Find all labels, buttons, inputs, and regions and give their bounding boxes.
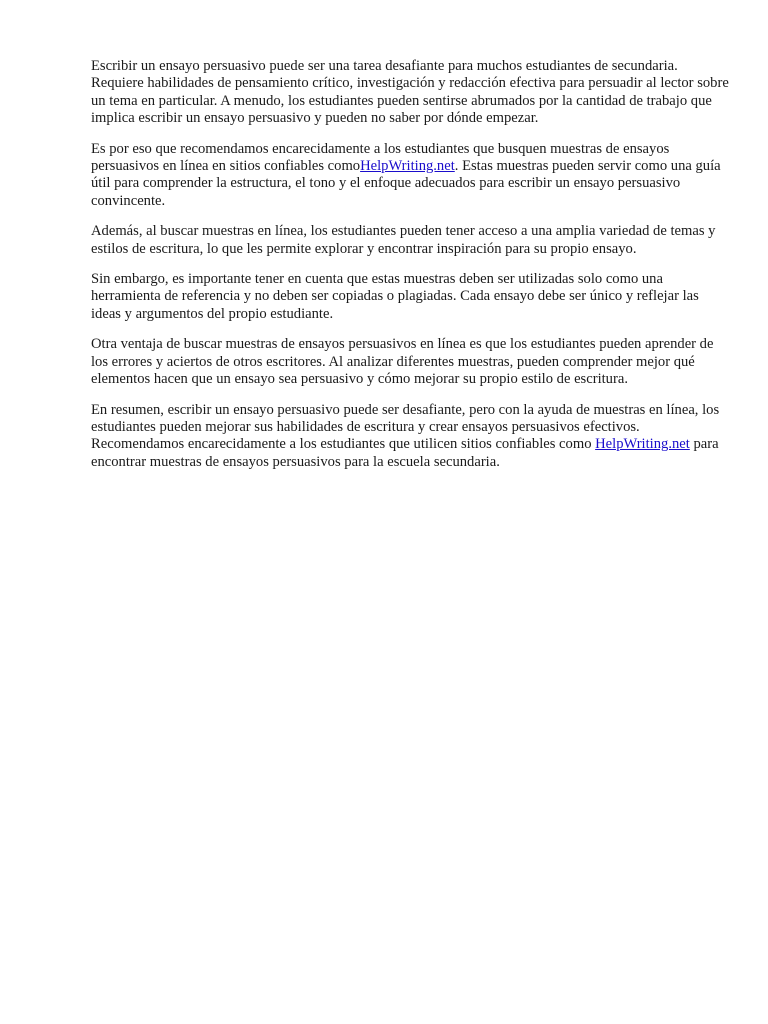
paragraph-advantage: Otra ventaja de buscar muestras de ensayos persuasivos en línea es que los estudiantes pueden aprender de los errores y aciertos de otros escritores. Al analizar diferentes muestras, pueden comprender mejor qué elementos hacen que un ensayo sea persuasivo y cómo mejorar su propio estilo de escritura. bbox=[91, 336, 714, 388]
paragraph-text: Es por eso que recomendamos encarecidamente a los estudiantes que busquen muestras de ensayos persuasivos en línea en sitios confiables como bbox=[91, 140, 670, 175]
helpwriting-link[interactable]: HelpWriting.net bbox=[595, 436, 690, 453]
paragraph-recommendation bbox=[91, 141, 731, 211]
paragraph-summary bbox=[91, 402, 731, 472]
paragraph-text: En resumen, escribir un ensayo persuasivo puede ser desafiante, pero con la ayuda de muestras en línea, los estudiantes pueden mejorar sus habilidades de escritura y crear ensayos persuasivos efectivos. Recomendamos encarecidamente a los estudiantes que utilicen sitios confiables como bbox=[91, 401, 720, 453]
paragraph-variety: Además, al buscar muestras en línea, los estudiantes pueden tener acceso a una amplia variedad de temas y estilos de escritura, lo que les permite explorar y encontrar inspiración para su propio ensayo. bbox=[91, 223, 716, 257]
helpwriting-link[interactable]: HelpWriting.net bbox=[360, 158, 455, 175]
paragraph-intro: Escribir un ensayo persuasivo puede ser una tarea desafiante para muchos estudiantes de secundaria. Requiere habilidades de pensamiento crítico, investigación y redacción efectiva para persuadir al lector sobre un tema en particular. A menudo, los estudiantes pueden sentirse abrumados por la cantidad de trabajo que implica escribir un ensayo persuasivo y pueden no saber por dónde empezar. bbox=[91, 58, 729, 127]
paragraph-text: . Estas muestras pueden servir como una guía útil para comprender la estructura, el tono y el enfoque adecuados para escribir un ensayo persuasivo convincente. bbox=[91, 158, 721, 209]
document-page bbox=[91, 58, 731, 484]
paragraph-caution: Sin embargo, es importante tener en cuenta que estas muestras deben ser utilizadas solo como una herramienta de referencia y no deben ser copiadas o plagiadas. Cada ensayo debe ser único y reflejar las ideas y argumentos del propio estudiante. bbox=[91, 271, 699, 322]
paragraph-text: para encontrar muestras de ensayos persuasivos para la escuela secundaria. bbox=[91, 436, 719, 470]
